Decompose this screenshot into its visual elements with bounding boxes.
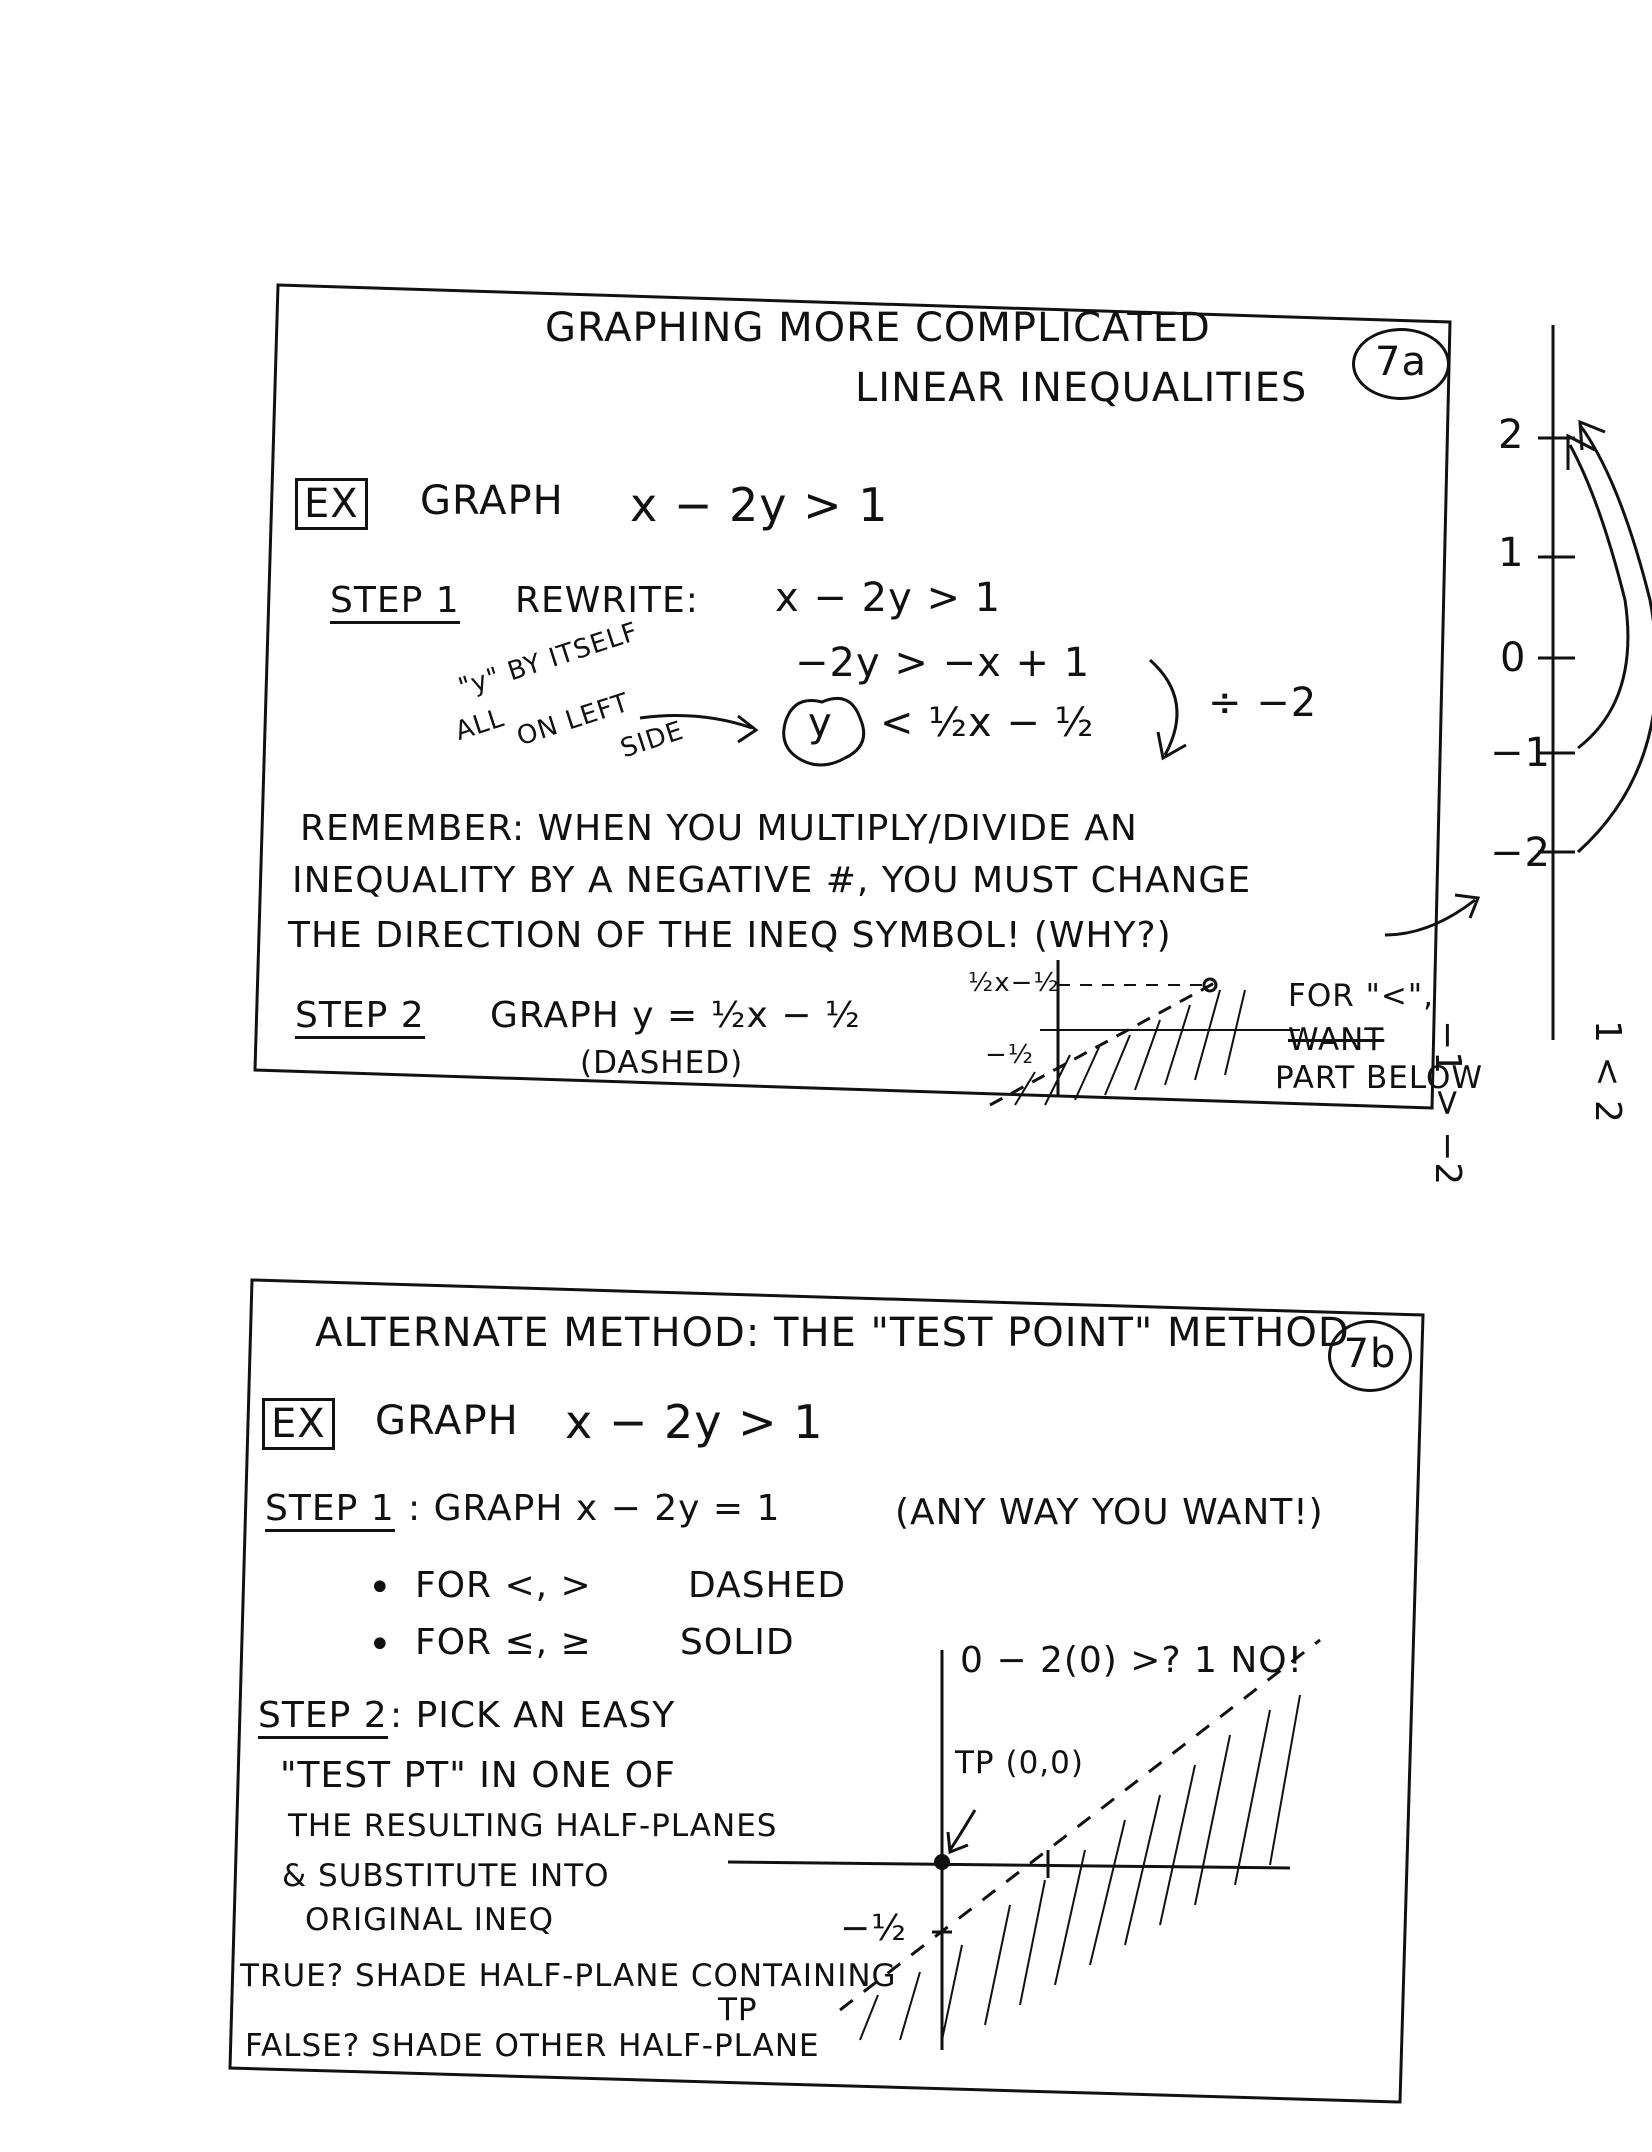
numberline-label-neg2: −2 — [1490, 830, 1551, 876]
card-b-step2-line5: ORIGINAL INEQ — [305, 1902, 555, 1938]
numberline-bottom-ineq-flipped: −1 > −2 — [1427, 1020, 1468, 1187]
card-b-graph-word: GRAPH — [375, 1398, 519, 1444]
card-a-step1-label: STEP 1 — [330, 580, 460, 624]
card-a-eq3-var: y — [808, 700, 833, 746]
card-b-step2-line1: : PICK AN EASY — [390, 1695, 676, 1736]
card-b-problem: x − 2y > 1 — [565, 1395, 824, 1449]
card-b-intercept-label: −½ — [840, 1908, 908, 1949]
card-b-title: ALTERNATE METHOD: THE "TEST POINT" METHOD — [315, 1310, 1350, 1356]
card-a-remember-line2: INEQUALITY BY A NEGATIVE #, YOU MUST CHANGE — [292, 860, 1252, 901]
card-b-true-line: TRUE? SHADE HALF-PLANE CONTAINING — [240, 1958, 897, 1994]
card-a-annotation-line3: ON LEFT — [513, 687, 634, 753]
card-a-eq1: x − 2y > 1 — [775, 575, 1002, 621]
card-a-eq2: −2y > −x + 1 — [795, 640, 1091, 686]
card-a-graph-word: GRAPH — [420, 478, 564, 524]
card-b-number: 7b — [1328, 1320, 1412, 1392]
numberline-label-1: 1 — [1498, 530, 1525, 576]
card-b-step2-line2: "TEST PT" IN ONE OF — [280, 1755, 676, 1796]
card-b-step1-note: (ANY WAY YOU WANT!) — [895, 1492, 1324, 1533]
card-a-remember-line1: REMEMBER: WHEN YOU MULTIPLY/DIVIDE AN — [300, 808, 1138, 849]
card-a-side-note-line1: FOR "<", — [1288, 978, 1434, 1014]
card-a-side-note-line2: WANT — [1288, 1022, 1385, 1058]
card-a-graph-ylabel: ½x−½ — [968, 968, 1060, 998]
card-b-test-calc: 0 − 2(0) >? 1 NO! — [960, 1640, 1304, 1681]
card-a-problem: x − 2y > 1 — [630, 478, 889, 532]
card-a-step2-label: STEP 2 — [295, 995, 425, 1039]
card-b-bullet1-dot: • — [368, 1565, 393, 1611]
card-a-divide-note: ÷ −2 — [1208, 680, 1318, 726]
card-b-true-tp: TP — [718, 1992, 758, 2028]
card-b-bullet2-style: SOLID — [680, 1622, 795, 1663]
card-a-remember-line3: THE DIRECTION OF THE INEQ SYMBOL! (WHY?) — [288, 915, 1172, 956]
card-a-title-line1: GRAPHING MORE COMPLICATED — [545, 305, 1211, 351]
card-b-bullet2-dot: • — [368, 1622, 393, 1668]
card-a-eq3-rest: < ½x − ½ — [880, 700, 1095, 746]
card-a-step1-action: REWRITE: — [515, 580, 699, 621]
card-a-graph-intercept: −½ — [985, 1040, 1034, 1070]
card-b-step2-line4: & SUBSTITUTE INTO — [282, 1858, 610, 1894]
card-b-false-line: FALSE? SHADE OTHER HALF-PLANE — [245, 2028, 820, 2064]
numberline-label-0: 0 — [1500, 635, 1527, 681]
card-a-annotation-line1: "y" BY ITSELF — [454, 616, 643, 704]
card-a-step2-note: (DASHED) — [580, 1045, 744, 1081]
card-a-ex-label: EX — [295, 478, 368, 530]
card-a-title-line2: LINEAR INEQUALITIES — [855, 365, 1308, 411]
numberline-label-2: 2 — [1498, 412, 1525, 458]
card-b-bullet2-sym: FOR ≤, ≥ — [415, 1622, 592, 1663]
card-a-step2-text: GRAPH y = ½x − ½ — [490, 995, 861, 1036]
card-b-tp-label: TP (0,0) — [955, 1745, 1084, 1781]
card-a-annotation-line2: ALL — [451, 703, 509, 747]
card-a-number: 7a — [1352, 328, 1450, 400]
numberline-bottom-ineq: 1 < 2 — [1587, 1020, 1628, 1124]
numberline-label-neg1: −1 — [1490, 730, 1551, 776]
card-b-step1-text: : GRAPH x − 2y = 1 — [408, 1488, 781, 1529]
card-b-bullet1-sym: FOR <, > — [415, 1565, 592, 1606]
card-a-side-note-line3: PART BELOW — [1275, 1060, 1484, 1096]
card-a-annotation-line4: SIDE — [616, 715, 688, 765]
card-b-step2-label: STEP 2 — [258, 1695, 388, 1739]
card-b-step2-line3: THE RESULTING HALF-PLANES — [288, 1808, 778, 1844]
card-b-step1-label: STEP 1 — [265, 1488, 395, 1532]
card-b-ex-label: EX — [262, 1398, 335, 1450]
card-b-bullet1-style: DASHED — [688, 1565, 847, 1606]
